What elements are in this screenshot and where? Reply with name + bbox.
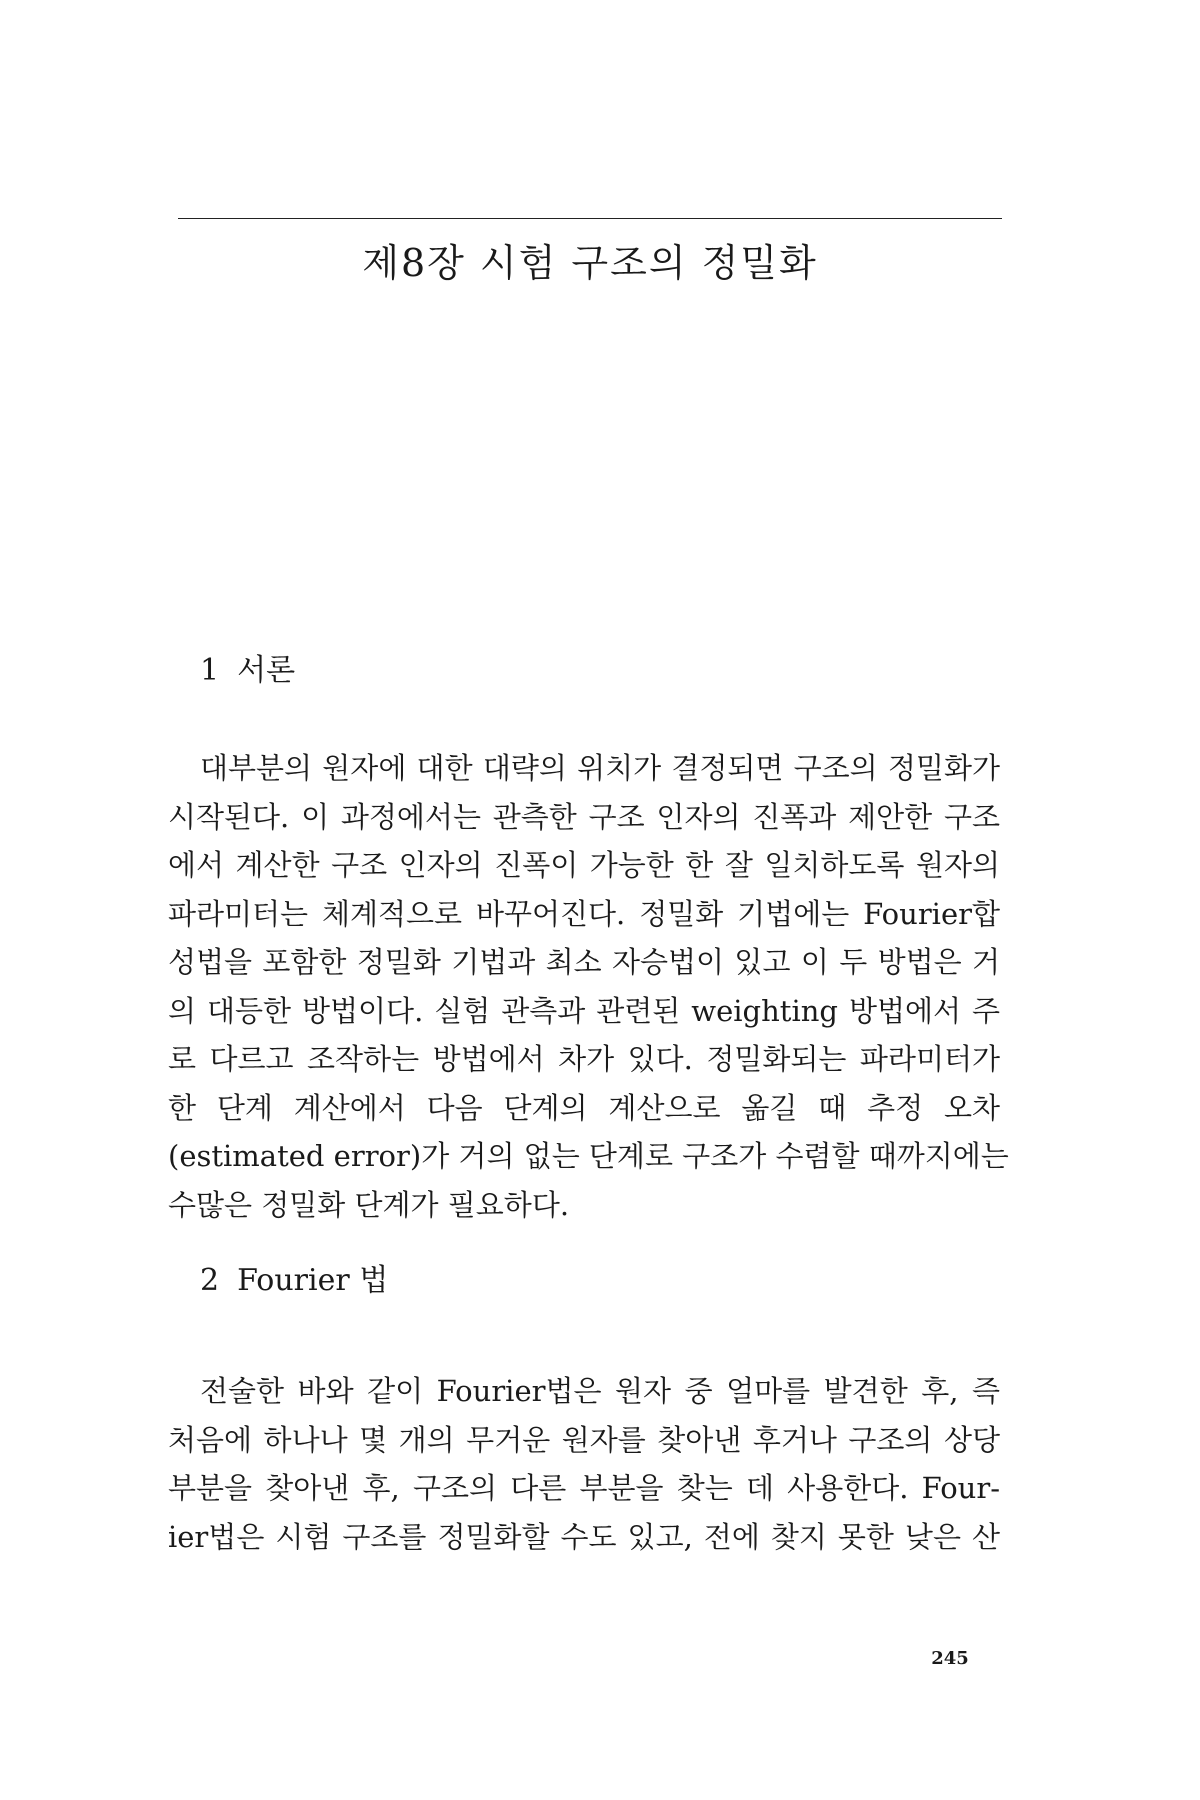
section-title: 서론	[237, 653, 296, 688]
text-line: 의 대등한 방법이다. 실험 관측과 관련된 weighting 방법에서 주	[168, 993, 1000, 1028]
page-number: 245	[931, 1648, 969, 1669]
text-line: ier법은 시험 구조를 정밀화할 수도 있고, 전에 찾지 못한 낮은 산	[168, 1519, 1000, 1554]
text-line: 한 단계 계산에서 다음 단계의 계산으로 옮길 때 추정 오차	[168, 1090, 1000, 1125]
chapter-rule	[178, 218, 1002, 219]
section-heading-fourier	[200, 1255, 406, 1299]
text-line: 처음에 하나나 몇 개의 무거운 원자를 찾아낸 후거나 구조의 상당	[168, 1422, 1000, 1457]
section-number: 1	[200, 653, 220, 688]
text-line: 로 다르고 조작하는 방법에서 차가 있다. 정밀화되는 파라미터가	[168, 1042, 1000, 1076]
section-title: Fourier 법	[237, 1263, 389, 1298]
section-number: 2	[200, 1263, 220, 1298]
paragraph-fourier	[168, 1367, 1000, 1561]
text-line: 에서 계산한 구조 인자의 진폭이 가능한 한 잘 일치하도록 원자의	[168, 848, 1000, 882]
chapter-title: 제8장 시험 구조의 정밀화	[362, 241, 818, 285]
text-line: 수많은 정밀화 단계가 필요하다.	[168, 1187, 570, 1222]
text-line: 파라미터는 체계적으로 바꾸어진다. 정밀화 기법에는 Fourier합	[168, 896, 1000, 931]
text-line: (estimated error)가 거의 없는 단계로 구조가 수렴할 때까지에는	[168, 1139, 1009, 1173]
text-line: 부분을 찾아낸 후, 구조의 다른 부분을 찾는 데 사용한다. Four-	[168, 1471, 1000, 1505]
text-line: 대부분의 원자에 대한 대략의 위치가 결정되면 구조의 정밀화가	[200, 751, 1000, 785]
text-line: 성법을 포함한 정밀화 기법과 최소 자승법이 있고 이 두 방법은 거	[168, 945, 1000, 979]
paragraph-introduction	[168, 744, 1009, 1229]
text-line: 전술한 바와 같이 Fourier법은 원자 중 얼마를 발견한 후, 즉	[200, 1374, 1000, 1408]
section-heading-introduction	[200, 645, 313, 689]
text-line: 시작된다. 이 과정에서는 관측한 구조 인자의 진폭과 제안한 구조	[168, 799, 1000, 834]
